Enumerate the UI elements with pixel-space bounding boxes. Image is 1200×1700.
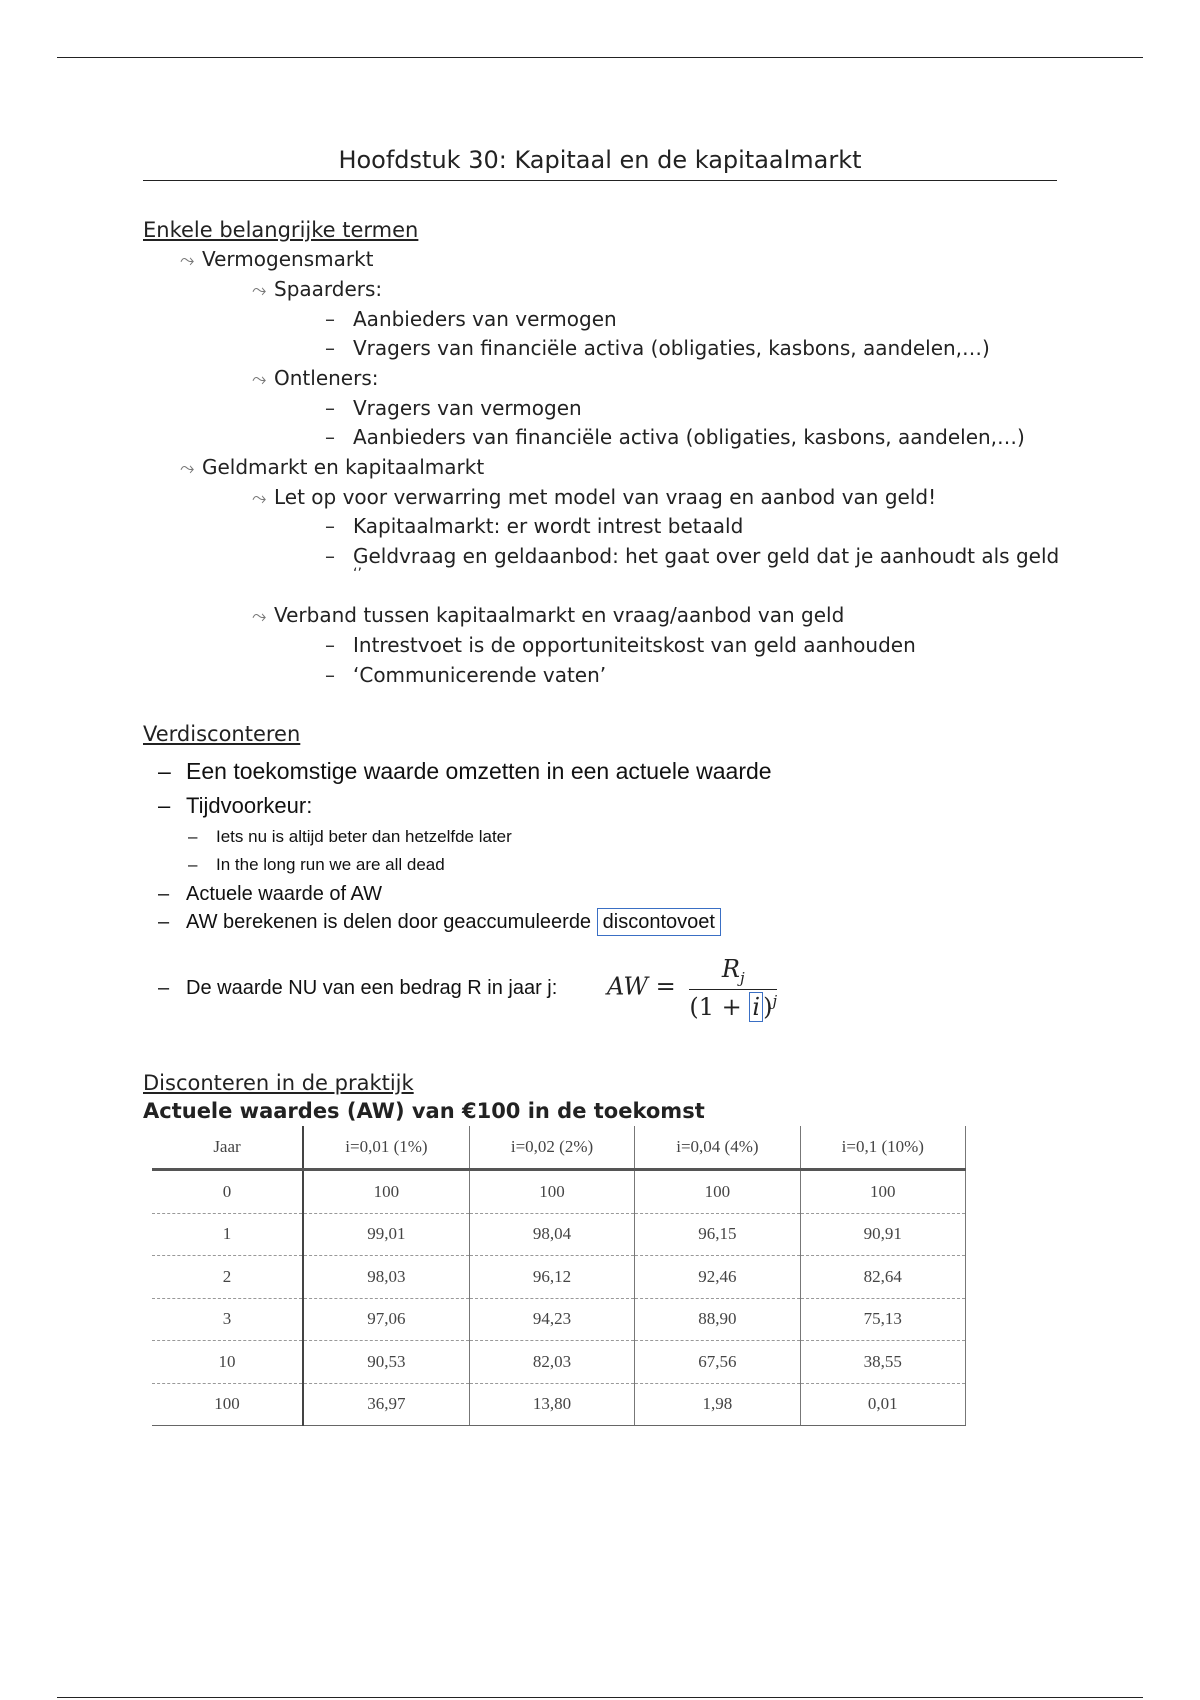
table-cell: 97,06 — [303, 1298, 469, 1341]
table-cell: 94,23 — [469, 1298, 634, 1341]
title-underline — [143, 180, 1057, 181]
dash-bullet-icon: – — [325, 633, 335, 657]
table-header-row — [152, 1126, 966, 1170]
table-cell: 100 — [303, 1170, 469, 1214]
slide-line: – Tijdvoorkeur: — [158, 793, 313, 818]
table-row — [152, 1383, 966, 1426]
table-cell: 96,15 — [635, 1213, 800, 1256]
table-row — [152, 1256, 966, 1299]
arrow-bullet-icon: ⤳ — [252, 488, 267, 509]
table-row — [152, 1170, 966, 1214]
table-cell: 3 — [152, 1298, 303, 1341]
dash-bullet-icon: – — [325, 336, 335, 360]
slide-line: – Actuele waarde of AW — [158, 883, 383, 905]
formula-numerator: $R_j$ — [689, 955, 777, 990]
table-cell: 98,04 — [469, 1213, 634, 1256]
dash-bullet-icon: – — [325, 514, 335, 538]
page-title: Hoofdstuk 30: Kapitaal en de kapitaalmarkt — [338, 146, 862, 174]
table-cell: 100 — [635, 1170, 800, 1214]
dash-bullet-icon: – — [158, 911, 170, 933]
col-header: i=0,01 (1%) — [303, 1126, 469, 1170]
dash-bullet-icon: – — [188, 827, 198, 846]
table-cell: 2 — [152, 1256, 303, 1299]
table-title: Actuele waardes (AW) van €100 in de toekomst — [143, 1099, 705, 1123]
col-header: i=0,02 (2%) — [469, 1126, 634, 1170]
dash-bullet-icon: – — [188, 855, 198, 874]
list-item: – Geldvraag en geldaanbod: het gaat over geld dat je aanhoudt als geld — [325, 544, 1060, 568]
slide-line: – Een toekomstige waarde omzetten in een actuele waarde — [158, 758, 772, 784]
list-item: – Vragers van financiële activa (obligaties, kasbons, aandelen,…) — [325, 336, 990, 360]
dash-bullet-icon: – — [158, 758, 171, 784]
slide-line: – De waarde NU van een bedrag R in jaar j: — [158, 977, 558, 999]
list-item: – Aanbieders van financiële activa (obligaties, kasbons, aandelen,…) — [325, 425, 1025, 449]
table-row — [152, 1341, 966, 1384]
list-item: – Aanbieders van vermogen — [325, 307, 617, 331]
slide-line: – AW berekenen is delen door geaccumuleerde discontovoet — [158, 911, 721, 934]
table-cell: 92,46 — [635, 1256, 800, 1299]
slide-subline: – Iets nu is altijd beter dan hetzelfde later — [188, 827, 512, 846]
col-header: Jaar — [152, 1126, 303, 1170]
table-cell: 38,55 — [800, 1341, 965, 1384]
discontovoet-highlight: discontovoet — [597, 908, 721, 936]
list-item: ⤳ Spaarders: — [252, 277, 383, 301]
table-cell: 100 — [800, 1170, 965, 1214]
dash-bullet-icon: – — [325, 425, 335, 449]
dash-bullet-icon: – — [325, 396, 335, 420]
section-heading-termen: Enkele belangrijke termen — [143, 218, 419, 242]
list-item: – ‘Communicerende vaten’ — [325, 663, 607, 687]
formula-denominator: (1 + i )$^j$ — [689, 991, 778, 1021]
table-cell: 0 — [152, 1170, 303, 1214]
table-cell: 90,91 — [800, 1213, 965, 1256]
arrow-bullet-icon: ⤳ — [252, 369, 267, 390]
list-item: ⤳ Verband tussen kapitaalmarkt en vraag/aanbod van geld — [252, 603, 845, 627]
table-cell: 98,03 — [303, 1256, 469, 1299]
table-cell: 100 — [152, 1383, 303, 1426]
list-item: – Kapitaalmarkt: er wordt intrest betaald — [325, 514, 744, 538]
table-cell: 99,01 — [303, 1213, 469, 1256]
table-cell: 0,01 — [800, 1383, 965, 1426]
table-row — [152, 1213, 966, 1256]
table-cell: 1 — [152, 1213, 303, 1256]
dash-bullet-icon: – — [158, 793, 171, 818]
table-cell: 36,97 — [303, 1383, 469, 1426]
table-cell: 88,90 — [635, 1298, 800, 1341]
dash-bullet-icon: – — [158, 977, 170, 999]
table-cell: 82,64 — [800, 1256, 965, 1299]
table-cell: 82,03 — [469, 1341, 634, 1384]
dash-bullet-icon: – — [158, 883, 170, 905]
header-rule — [57, 57, 1143, 58]
aw-table — [152, 1126, 966, 1426]
section-heading-verdisconteren: Verdisconteren — [143, 722, 301, 746]
col-header: i=0,1 (10%) — [800, 1126, 965, 1170]
list-item: – Vragers van vermogen — [325, 396, 582, 420]
formula-fraction — [689, 955, 777, 1021]
arrow-bullet-icon: ⤳ — [252, 606, 267, 627]
table-cell: 90,53 — [303, 1341, 469, 1384]
interest-highlight: i — [749, 992, 763, 1022]
table-cell: 75,13 — [800, 1298, 965, 1341]
list-item: – Intrestvoet is de opportuniteitskost van geld aanhouden — [325, 633, 916, 657]
table-cell: 1,98 — [635, 1383, 800, 1426]
list-item: ⤳ Let op voor verwarring met model van vraag en aanbod van geld! — [252, 485, 937, 509]
table-cell: 100 — [469, 1170, 634, 1214]
dash-bullet-icon: – — [325, 307, 335, 331]
section-heading-praktijk: Disconteren in de praktijk — [143, 1071, 414, 1095]
col-header: i=0,04 (4%) — [635, 1126, 800, 1170]
list-item-continuation: ‘’ — [353, 566, 362, 582]
list-item: ⤳ Geldmarkt en kapitaalmarkt — [180, 455, 485, 479]
list-item: ⤳ Ontleners: — [252, 366, 379, 390]
dash-bullet-icon: – — [325, 663, 335, 687]
table-cell: 67,56 — [635, 1341, 800, 1384]
slide-subline: – In the long run we are all dead — [188, 855, 445, 874]
arrow-bullet-icon: ⤳ — [180, 250, 195, 271]
table-row — [152, 1298, 966, 1341]
dash-bullet-icon: – — [325, 544, 335, 568]
arrow-bullet-icon: ⤳ — [180, 458, 195, 479]
table-cell: 13,80 — [469, 1383, 634, 1426]
aw-formula: AW = $\frac{R_j}{(1 + i )^j}$ — [607, 955, 778, 1021]
table-cell: 10 — [152, 1341, 303, 1384]
arrow-bullet-icon: ⤳ — [252, 280, 267, 301]
footer-rule — [57, 1697, 1143, 1698]
list-item: ⤳ Vermogensmarkt — [180, 247, 374, 271]
table-cell: 96,12 — [469, 1256, 634, 1299]
